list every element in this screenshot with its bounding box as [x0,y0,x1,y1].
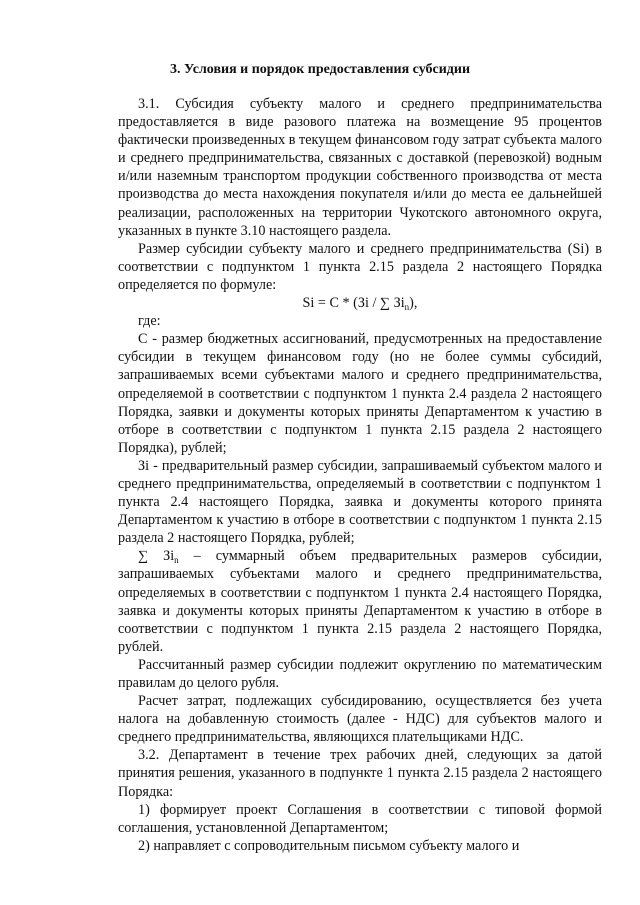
sum-definition-text: – суммарный объем предварительных размеров субсидии, запрашиваемых субъектами малого и среднего предпринимательства, определяемых в соответствии с подпунктом 1 пункта 2.4 настоящего Порядка, заявка и документы которых приняты Департаментом к участию в отборе в соответствии с подпунктом 1 пункта 2.15 раздела 2 настоящего Порядка, рублей. [118,548,602,655]
paragraph-sum-definition [118,547,602,656]
formula [118,294,602,312]
paragraph-subsidy-size: Размер субсидии субъекту малого и среднего предпринимательства (Si) в соответствии с подпунктом 1 пункта 2.15 раздела 2 настоящего Порядка определяется по формуле: [118,240,602,293]
paragraph-vat: Расчет затрат, подлежащих субсидированию, осуществляется без учета налога на добавленную стоимость (далее - НДС) для субъектов малого и среднего предпринимательства, являющихся плательщиками НДС. [118,693,602,746]
paragraph-rounding: Рассчитанный размер субсидии подлежит округлению по математическим правилам до целого рубля. [118,656,602,691]
formula-subscript: n [404,302,410,313]
sum-subscript: n [174,555,179,566]
paragraph-3-1: 3.1. Субсидия субъекту малого и среднего предпринимательства предоставляется в виде разового платежа на возмещение 95 процентов фактически произведенных в текущем финансовом году затрат субъекта малого и среднего предпринимательства, связанных с доставкой (перевозкой) водным и/или наземным транспортом продукции собственного производства от места производства до места нахождения покупателя и/или до места ее дальнейшей реализации, расположенных на территории Чукотского автономного округа, указанных в пункте 3.10 настоящего раздела. [118,96,602,239]
paragraph-3-2: 3.2. Департамент в течение трех рабочих дней, следующих за датой принятия решения, указанного в подпункте 1 пункта 2.15 раздела 2 настоящего Порядка: [118,747,602,800]
paragraph-3-2-item-1: 1) формирует проект Соглашения в соответствии с типовой формой соглашения, установленной Департаментом; [118,801,602,836]
section-heading: 3. Условия и порядок предоставления субсидии [169,62,471,77]
formula-tail: ), [409,295,418,312]
paragraph-3-2-item-2: 2) направляет с сопроводительным письмом субъекту малого и [138,837,520,854]
document-body [118,95,602,855]
formula-main: Si = C * (Зi / ∑ Зi [302,295,405,312]
paragraph-c-definition: С - размер бюджетных ассигнований, предусмотренных на предоставление субсидии в текущем финансовом году (но не более суммы субсидий, запрашиваемых всеми субъектами малого и среднего предпринимательства, определяемой в соответствии с подпунктом 1 пункта 2.4 раздела 2 настоящего Порядка, заявки и документы которых приняты Департаментом к участию в отборе в соответствии с подпунктом 1 пункта 2.15 раздела 2 настоящего Порядка), рублей; [118,331,602,456]
where-label: где: [138,313,161,330]
paragraph-zi-definition: Зi - предварительный размер субсидии, запрашиваемый субъектом малого и среднего предпринимательства, определяемый в соответствии с подпунктом 1 пункта 2.4 настоящего Порядка, заявка и документы которого принята Департаментом к участию в отборе в соответствии с подпунктом 1 пункта 2.15 раздела 2 настоящего Порядка, рублей; [118,457,602,547]
sum-symbol: ∑ Зi [138,548,175,565]
